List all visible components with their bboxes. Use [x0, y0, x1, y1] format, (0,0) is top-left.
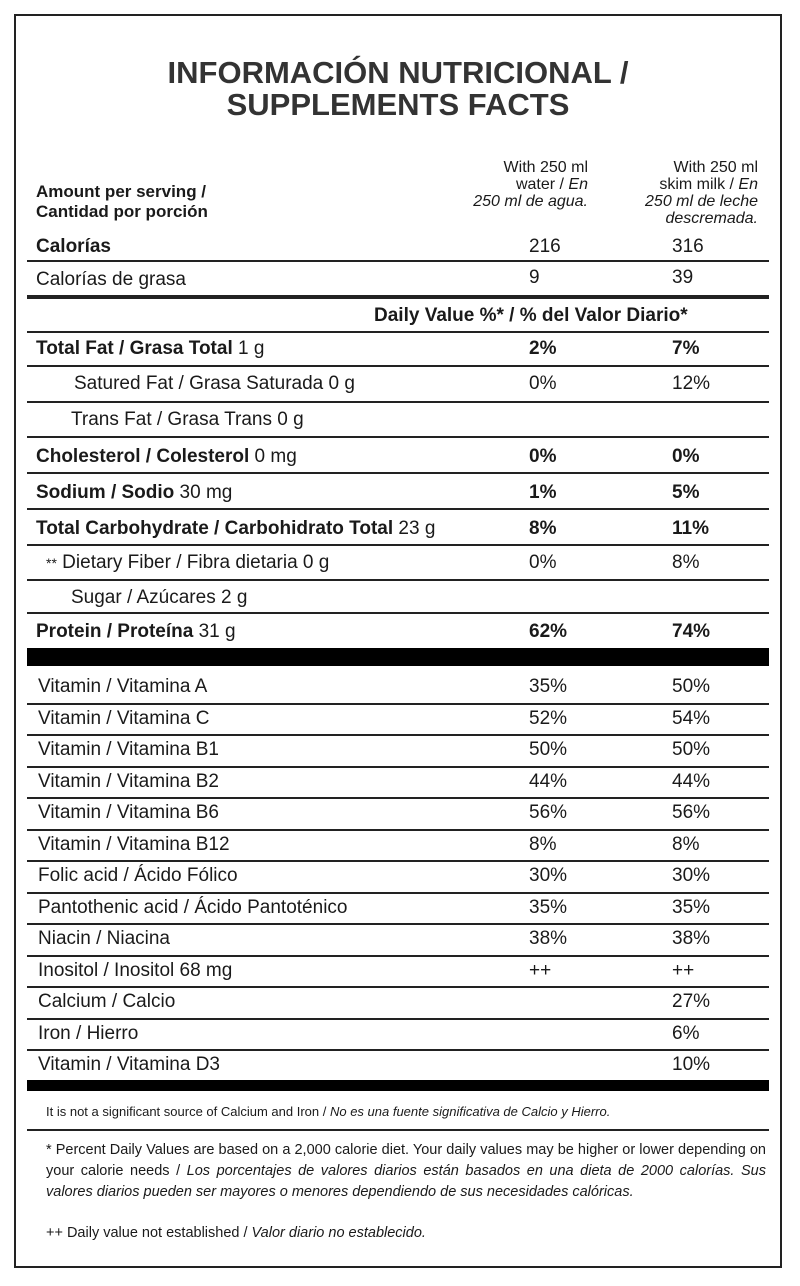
- fat-calories-water: 9: [529, 267, 540, 288]
- vitamin-water-value: 56%: [529, 802, 568, 823]
- divider: [27, 829, 769, 831]
- divider: [27, 612, 769, 614]
- divider: [27, 436, 769, 438]
- total-fat-milk: 7%: [672, 338, 700, 359]
- vitamin-milk-value: 10%: [672, 1054, 711, 1075]
- daily-value-header: Daily Value %* / % del Valor Diario*: [374, 305, 688, 326]
- divider: [27, 508, 769, 510]
- nutrient-saturated-fat: Satured Fat / Grasa Saturada 0 g: [74, 373, 355, 394]
- vitamin-name: Vitamin / Vitamina B2: [38, 770, 219, 792]
- sodium-milk: 5%: [672, 482, 700, 503]
- divider: [27, 766, 769, 768]
- vitamin-milk-value: 27%: [672, 991, 711, 1012]
- divider: [27, 923, 769, 925]
- vitamin-milk-value: ++: [672, 959, 695, 981]
- nutrient-sugar: Sugar / Azúcares 2 g: [71, 587, 248, 608]
- vitamin-name: Vitamin / Vitamina B6: [38, 802, 219, 823]
- vitamin-name: Vitamin / Vitamina C: [38, 707, 210, 729]
- vitamin-water-value: 30%: [529, 865, 568, 886]
- calories-water: 216: [529, 236, 561, 257]
- calories-milk: 316: [672, 236, 704, 257]
- protein-milk: 74%: [672, 621, 711, 642]
- vitamin-name: Vitamin / Vitamina A: [38, 676, 208, 697]
- vitamin-name: Vitamin / Vitamina D3: [38, 1054, 220, 1075]
- vitamin-milk-value: 56%: [672, 802, 711, 823]
- vitamin-water-value: 35%: [529, 676, 568, 697]
- serving-label-en: Amount per serving /: [36, 182, 207, 201]
- fat-calories-milk: 39: [672, 267, 694, 288]
- title-line-1: INFORMACIÓN NUTRICIONAL /: [167, 55, 629, 90]
- total-fat-water: 2%: [529, 338, 557, 359]
- vitamin-milk-value: 8%: [672, 833, 700, 855]
- vitamin-milk-value: 38%: [672, 928, 711, 949]
- vitamin-name: Iron / Hierro: [38, 1022, 139, 1044]
- vitamin-water-value: 35%: [529, 896, 568, 918]
- fiber-milk: 8%: [672, 552, 700, 573]
- percent-daily-values-note: * Percent Daily Values are based on a 2,000 calorie diet. Your daily values may be higher or lower depending on your calorie needs / Los porcentajes de valores diarios están basados en una dieta de 2000 calorías. Sus valores diarios pueden ser mayores o menores dependiendo de sus necesidades calóricas.: [46, 1142, 766, 1200]
- divider: [27, 1049, 769, 1051]
- vitamin-milk-value: 50%: [672, 739, 711, 760]
- vitamin-water-value: 52%: [529, 707, 568, 729]
- divider: [27, 797, 769, 799]
- title-line-2: SUPPLEMENTS FACTS: [226, 87, 570, 122]
- vitamin-milk-value: 50%: [672, 676, 711, 697]
- vitamin-milk-value: 30%: [672, 865, 711, 886]
- vitamin-water-value: 8%: [529, 833, 557, 855]
- vitamin-milk-value: 44%: [672, 770, 711, 792]
- calories-label: Calorías: [36, 236, 111, 257]
- black-separator-bar: [27, 648, 769, 666]
- cholesterol-milk: 0%: [672, 446, 700, 467]
- vitamin-milk-value: 54%: [672, 707, 711, 729]
- nutrient-total-fat: Total Fat / Grasa Total 1 g: [36, 338, 265, 359]
- vitamin-name: Folic acid / Ácido Fólico: [38, 865, 238, 886]
- nutrition-facts-label: [14, 14, 782, 1268]
- vitamin-name: Pantothenic acid / Ácido Pantoténico: [38, 896, 348, 918]
- carbohydrate-milk: 11%: [672, 518, 709, 539]
- vitamin-name: Niacin / Niacina: [38, 928, 170, 949]
- protein-water: 62%: [529, 621, 568, 642]
- divider: [27, 472, 769, 474]
- fiber-water: 0%: [529, 552, 557, 573]
- carbohydrate-water: 8%: [529, 518, 557, 539]
- divider: [27, 734, 769, 736]
- divider: [27, 860, 769, 862]
- cholesterol-water: 0%: [529, 446, 557, 467]
- vitamin-name: Vitamin / Vitamina B1: [38, 739, 219, 760]
- vitamin-name: Calcium / Calcio: [38, 991, 176, 1012]
- vitamin-water-value: 50%: [529, 739, 568, 760]
- column-header-milk: With 250 ml skim milk / En 250 ml de leche descremada.: [645, 159, 758, 227]
- sodium-water: 1%: [529, 482, 557, 503]
- divider: [27, 544, 769, 546]
- divider: [27, 260, 769, 262]
- divider: [27, 401, 769, 403]
- divider: [27, 1129, 769, 1131]
- vitamin-name: Inositol / Inositol 68 mg: [38, 959, 233, 981]
- vitamin-water-value: 44%: [529, 770, 568, 792]
- vitamin-water-value: ++: [529, 959, 552, 981]
- divider: [27, 579, 769, 581]
- divider: [27, 986, 769, 988]
- thick-divider: [27, 295, 769, 299]
- black-separator-bar: [27, 1080, 769, 1091]
- divider: [27, 703, 769, 705]
- vitamin-name: Vitamin / Vitamina B12: [38, 833, 230, 855]
- vitamin-water-value: 38%: [529, 928, 568, 949]
- nutrient-dietary-fiber: ** Dietary Fiber / Fibra dietaria 0 g: [46, 552, 330, 573]
- divider: [27, 892, 769, 894]
- divider: [27, 331, 769, 333]
- significance-note: It is not a significant source of Calcium and Iron / No es una fuente significativa de Calcio y Hierro.: [46, 1104, 611, 1119]
- divider: [27, 1018, 769, 1020]
- nutrient-sodium: Sodium / Sodio 30 mg: [36, 482, 233, 503]
- vitamin-milk-value: 35%: [672, 896, 711, 918]
- vitamin-milk-value: 6%: [672, 1022, 700, 1044]
- nutrient-trans-fat: Trans Fat / Grasa Trans 0 g: [71, 409, 304, 430]
- nutrient-protein: Protein / Proteína 31 g: [36, 621, 236, 642]
- column-header-water: With 250 ml water / En 250 ml de agua.: [473, 159, 588, 210]
- serving-label-es: Cantidad por porción: [36, 202, 208, 221]
- nutrient-total-carbohydrate: Total Carbohydrate / Carbohidrato Total 23 g: [36, 518, 436, 539]
- divider: [27, 955, 769, 957]
- fat-calories-label: Calorías de grasa: [36, 269, 186, 290]
- saturated-fat-milk: 12%: [672, 373, 711, 394]
- saturated-fat-water: 0%: [529, 373, 557, 394]
- divider: [27, 365, 769, 367]
- daily-value-not-established-note: ++ Daily value not established / Valor diario no establecido.: [46, 1225, 426, 1241]
- nutrient-cholesterol: Cholesterol / Colesterol 0 mg: [36, 446, 297, 467]
